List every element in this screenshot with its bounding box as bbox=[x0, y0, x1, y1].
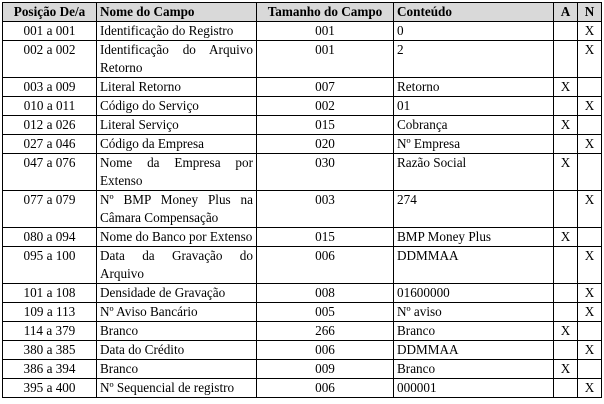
cell-field-name: Literal Retorno bbox=[97, 78, 257, 97]
cell-field-size: 003 bbox=[257, 191, 394, 228]
table-row bbox=[3, 41, 602, 78]
cell-content: 01600000 bbox=[394, 284, 554, 303]
cell-content: 01 bbox=[394, 97, 554, 116]
cell-a-flag: X bbox=[554, 154, 578, 191]
cell-position: 010 a 011 bbox=[3, 97, 97, 116]
cell-a-flag: X bbox=[554, 322, 578, 341]
cell-a-flag bbox=[554, 41, 578, 78]
cell-n-flag bbox=[578, 322, 602, 341]
cell-field-name: Nº BMP Money Plus na Câmara Compensação bbox=[97, 191, 257, 228]
cell-n-flag: X bbox=[578, 191, 602, 228]
table-row bbox=[3, 22, 602, 41]
header-content: Conteúdo bbox=[394, 3, 554, 22]
cell-field-name: Branco bbox=[97, 322, 257, 341]
cell-content: Branco bbox=[394, 322, 554, 341]
cell-field-name: Identificação do Registro bbox=[97, 22, 257, 41]
cell-field-size: 005 bbox=[257, 303, 394, 322]
table-row bbox=[3, 322, 602, 341]
cell-n-flag: X bbox=[578, 303, 602, 322]
cell-n-flag: X bbox=[578, 22, 602, 41]
cell-a-flag bbox=[554, 135, 578, 154]
cell-field-size: 001 bbox=[257, 22, 394, 41]
cell-position: 386 a 394 bbox=[3, 360, 97, 379]
header-position: Posição De/a bbox=[3, 3, 97, 22]
cell-n-flag bbox=[578, 154, 602, 191]
cell-field-size: 015 bbox=[257, 228, 394, 247]
cell-n-flag: X bbox=[578, 247, 602, 284]
cell-position: 380 a 385 bbox=[3, 341, 97, 360]
cell-a-flag: X bbox=[554, 360, 578, 379]
cell-field-name: Branco bbox=[97, 360, 257, 379]
cell-position: 003 a 009 bbox=[3, 78, 97, 97]
cell-n-flag: X bbox=[578, 379, 602, 398]
cell-field-name: Código da Empresa bbox=[97, 135, 257, 154]
cell-position: 109 a 113 bbox=[3, 303, 97, 322]
cell-content: Nº Empresa bbox=[394, 135, 554, 154]
table-row bbox=[3, 191, 602, 228]
cell-position: 395 a 400 bbox=[3, 379, 97, 398]
cell-position: 077 a 079 bbox=[3, 191, 97, 228]
table-row bbox=[3, 116, 602, 135]
cell-a-flag bbox=[554, 303, 578, 322]
table-row bbox=[3, 379, 602, 398]
cell-position: 114 a 379 bbox=[3, 322, 97, 341]
header-a: A bbox=[554, 3, 578, 22]
cell-content: 0 bbox=[394, 22, 554, 41]
cell-n-flag bbox=[578, 78, 602, 97]
cell-field-size: 266 bbox=[257, 322, 394, 341]
cell-content: Nº aviso bbox=[394, 303, 554, 322]
cell-n-flag bbox=[578, 228, 602, 247]
cell-field-size: 006 bbox=[257, 379, 394, 398]
cell-field-name: Data da Gravação do Arquivo bbox=[97, 247, 257, 284]
table-row bbox=[3, 135, 602, 154]
header-n: N bbox=[578, 3, 602, 22]
header-field-name: Nome do Campo bbox=[97, 3, 257, 22]
cell-a-flag: X bbox=[554, 116, 578, 135]
cell-n-flag: X bbox=[578, 341, 602, 360]
cell-field-size: 030 bbox=[257, 154, 394, 191]
cell-a-flag bbox=[554, 22, 578, 41]
cell-field-name: Código do Serviço bbox=[97, 97, 257, 116]
table-row bbox=[3, 341, 602, 360]
cell-content: BMP Money Plus bbox=[394, 228, 554, 247]
cell-field-name: Nº Aviso Bancário bbox=[97, 303, 257, 322]
cell-field-size: 006 bbox=[257, 247, 394, 284]
cell-n-flag: X bbox=[578, 135, 602, 154]
record-layout-table bbox=[2, 2, 602, 398]
cell-position: 047 a 076 bbox=[3, 154, 97, 191]
cell-a-flag bbox=[554, 247, 578, 284]
cell-n-flag: X bbox=[578, 284, 602, 303]
cell-field-name: Nome do Banco por Extenso bbox=[97, 228, 257, 247]
cell-field-name: Identificação do Arquivo Retorno bbox=[97, 41, 257, 78]
cell-position: 001 a 001 bbox=[3, 22, 97, 41]
cell-field-size: 006 bbox=[257, 341, 394, 360]
table-row bbox=[3, 247, 602, 284]
cell-content: DDMMAA bbox=[394, 341, 554, 360]
cell-field-size: 008 bbox=[257, 284, 394, 303]
cell-position: 095 a 100 bbox=[3, 247, 97, 284]
header-row bbox=[3, 3, 602, 22]
cell-content: Razão Social bbox=[394, 154, 554, 191]
cell-a-flag: X bbox=[554, 228, 578, 247]
table-row bbox=[3, 303, 602, 322]
cell-field-name: Nº Sequencial de registro bbox=[97, 379, 257, 398]
cell-a-flag bbox=[554, 379, 578, 398]
table-row bbox=[3, 360, 602, 379]
table-row bbox=[3, 154, 602, 191]
cell-n-flag bbox=[578, 116, 602, 135]
cell-field-size: 009 bbox=[257, 360, 394, 379]
cell-position: 002 a 002 bbox=[3, 41, 97, 78]
cell-n-flag: X bbox=[578, 41, 602, 78]
header-field-size: Tamanho do Campo bbox=[257, 3, 394, 22]
table-row bbox=[3, 228, 602, 247]
cell-field-size: 020 bbox=[257, 135, 394, 154]
cell-content: 274 bbox=[394, 191, 554, 228]
table-row bbox=[3, 284, 602, 303]
cell-content: Retorno bbox=[394, 78, 554, 97]
cell-a-flag bbox=[554, 191, 578, 228]
cell-n-flag bbox=[578, 360, 602, 379]
cell-field-name: Literal Serviço bbox=[97, 116, 257, 135]
cell-field-size: 015 bbox=[257, 116, 394, 135]
cell-field-name: Nome da Empresa por Extenso bbox=[97, 154, 257, 191]
cell-content: 000001 bbox=[394, 379, 554, 398]
table-row bbox=[3, 78, 602, 97]
table-body bbox=[3, 22, 602, 398]
cell-a-flag bbox=[554, 284, 578, 303]
cell-field-size: 007 bbox=[257, 78, 394, 97]
cell-n-flag: X bbox=[578, 97, 602, 116]
cell-content: 2 bbox=[394, 41, 554, 78]
cell-a-flag bbox=[554, 97, 578, 116]
cell-content: Branco bbox=[394, 360, 554, 379]
cell-content: Cobrança bbox=[394, 116, 554, 135]
cell-content: DDMMAA bbox=[394, 247, 554, 284]
cell-field-name: Data do Crédito bbox=[97, 341, 257, 360]
cell-position: 012 a 026 bbox=[3, 116, 97, 135]
cell-field-name: Densidade de Gravação bbox=[97, 284, 257, 303]
cell-field-size: 002 bbox=[257, 97, 394, 116]
cell-a-flag: X bbox=[554, 78, 578, 97]
cell-a-flag bbox=[554, 341, 578, 360]
table-header bbox=[3, 3, 602, 22]
cell-position: 080 a 094 bbox=[3, 228, 97, 247]
cell-position: 101 a 108 bbox=[3, 284, 97, 303]
cell-field-size: 001 bbox=[257, 41, 394, 78]
cell-position: 027 a 046 bbox=[3, 135, 97, 154]
table-row bbox=[3, 97, 602, 116]
